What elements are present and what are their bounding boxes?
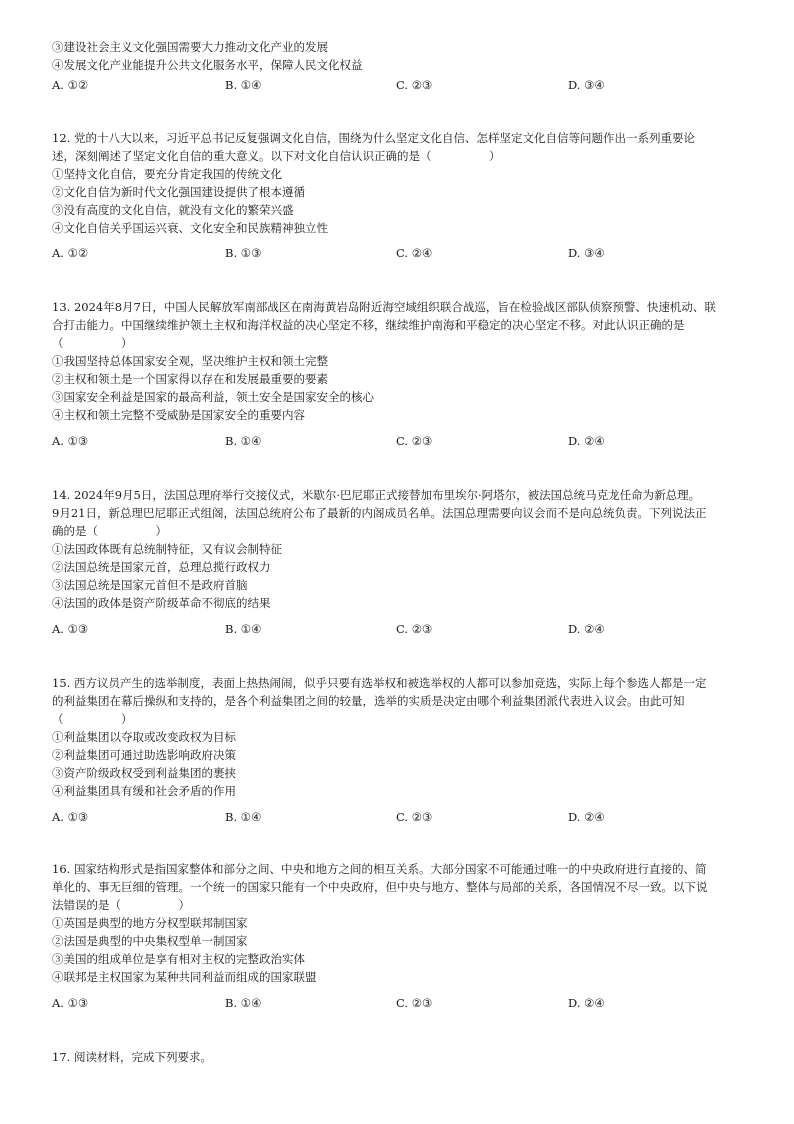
q14-statement-3: ③法国总统是国家元首但不是政府首脑 xyxy=(52,578,248,592)
q14-statement-2: ②法国总统是国家元首，总理总揽行政权力 xyxy=(52,560,271,574)
q16-statement-4: ④联邦是主权国家为某种共同利益而组成的国家联盟 xyxy=(52,970,317,984)
q12-statement-1: ①坚持文化自信，要充分肯定我国的传统文化 xyxy=(52,167,282,181)
q16-statement-1: ①英国是典型的地方分权型联邦制国家 xyxy=(52,916,248,930)
q13-statement-4: ④主权和领土完整不受威胁是国家安全的重要内容 xyxy=(52,408,305,422)
q16-stem-line-1: 16. 国家结构形式是指国家整体和部分之间、中央和地方之间的相互关系。大部分国家不可能通过唯一的中央政府进行直接的、简 xyxy=(52,862,707,876)
q11-option-d[interactable]: D. ③④ xyxy=(568,78,605,92)
q15-options xyxy=(52,810,744,824)
q14-stem-line-1: 14. 2024年9月5日，法国总理府举行交接仪式，米歇尔·巴尼耶正式接替加布里埃尔·阿塔尔，被法国总统马克龙任命为新总理。 xyxy=(52,488,701,502)
q12-stem-line-2: 述，深刻阐述了坚定文化自信的重大意义。以下对文化自信认识正确的是（ ） xyxy=(52,149,501,163)
q15-statement-3: ③资产阶级政权受到利益集团的裹挟 xyxy=(52,766,236,780)
q14-statement-1: ①法国政体既有总统制特征，又有议会制特征 xyxy=(52,542,282,556)
q11-statement-3: ③建设社会主义文化强国需要大力推动文化产业的发展 xyxy=(52,40,328,54)
q15-stem-line-1: 15. 西方议员产生的选举制度，表面上热热闹闹，似乎只要有选举权和被选举权的人都可以参加竞选，实际上每个参选人都是一定 xyxy=(52,676,707,690)
q12-options xyxy=(52,246,744,260)
q13-option-a[interactable]: A. ①③ xyxy=(52,434,89,448)
q16-statement-3: ③美国的组成单位是享有相对主权的完整政治实体 xyxy=(52,952,305,966)
q11-option-b[interactable]: B. ①④ xyxy=(225,78,262,92)
q13-option-d[interactable]: D. ②④ xyxy=(568,434,605,448)
q16-option-a[interactable]: A. ①③ xyxy=(52,996,89,1010)
q15-stem-line-3: （ ） xyxy=(52,712,133,726)
q13-statement-1: ①我国坚持总体国家安全观，坚决维护主权和领土完整 xyxy=(52,354,328,368)
q11-options xyxy=(52,78,744,92)
q14-option-b[interactable]: B. ①④ xyxy=(225,622,262,636)
q12-statement-3: ③没有高度的文化自信，就没有文化的繁荣兴盛 xyxy=(52,203,294,217)
q13-statement-2: ②主权和领土是一个国家得以存在和发展最重要的要素 xyxy=(52,372,328,386)
q12-option-d[interactable]: D. ③④ xyxy=(568,246,605,260)
q14-option-c[interactable]: C. ②③ xyxy=(396,622,433,636)
q14-option-d[interactable]: D. ②④ xyxy=(568,622,605,636)
q15-stem-line-2: 的利益集团在幕后操纵和支持的，是各个利益集团之间的较量，选举的实质是决定由哪个利益集团派代表进入议会。由此可知 xyxy=(52,694,685,708)
q16-option-b[interactable]: B. ①④ xyxy=(225,996,262,1010)
q12-option-b[interactable]: B. ①③ xyxy=(225,246,262,260)
q14-statement-4: ④法国的政体是资产阶级革命不彻底的结果 xyxy=(52,596,271,610)
q16-stem-line-2: 单化的、事无巨细的管理。一个统一的国家只能有一个中央政府，但中央与地方、整体与局部的关系，各国情况不尽一致。以下说 xyxy=(52,880,708,894)
q15-option-b[interactable]: B. ①④ xyxy=(225,810,262,824)
q12-stem-line-1: 12. 党的十八大以来，习近平总书记反复强调文化自信，围绕为什么坚定文化自信、怎样坚定文化自信等问题作出一系列重要论 xyxy=(52,131,695,145)
q13-option-c[interactable]: C. ②③ xyxy=(396,434,433,448)
q15-option-c[interactable]: C. ②③ xyxy=(396,810,433,824)
q14-stem-line-3: 确的是（ ） xyxy=(52,524,167,538)
q12-statement-2: ②文化自信为新时代文化强国建设提供了根本遵循 xyxy=(52,185,305,199)
q14-stem-line-2: 9月21日，新总理巴尼耶正式组阁，法国总统府公布了最新的内阁成员名单。法国总理需要向议会而不是向总统负责。下列说法正 xyxy=(52,506,707,520)
q13-statement-3: ③国家安全利益是国家的最高利益，领土安全是国家安全的核心 xyxy=(52,390,374,404)
q16-option-d[interactable]: D. ②④ xyxy=(568,996,605,1010)
q12-statement-4: ④文化自信关乎国运兴衰、文化安全和民族精神独立性 xyxy=(52,221,328,235)
q15-statement-1: ①利益集团以夺取或改变政权为目标 xyxy=(52,730,236,744)
q12-option-a[interactable]: A. ①② xyxy=(52,246,89,260)
q13-stem-line-3: （ ） xyxy=(52,336,133,350)
q16-options xyxy=(52,996,744,1010)
q16-option-c[interactable]: C. ②③ xyxy=(396,996,433,1010)
q12-option-c[interactable]: C. ②④ xyxy=(396,246,433,260)
q11-option-a[interactable]: A. ①② xyxy=(52,78,89,92)
q14-options xyxy=(52,622,744,636)
q13-option-b[interactable]: B. ①④ xyxy=(225,434,262,448)
q13-stem-line-1: 13. 2024年8月7日，中国人民解放军南部战区在南海黄岩岛附近海空域组织联合战巡，旨在检验战区部队侦察预警、快速机动、联 xyxy=(52,300,716,314)
q15-statement-2: ②利益集团可通过助选影响政府决策 xyxy=(52,748,236,762)
q14-option-a[interactable]: A. ①③ xyxy=(52,622,89,636)
q13-stem-line-2: 合打击能力。中国继续维护领土主权和海洋权益的决心坚定不移，继续维护南海和平稳定的决心坚定不移。对此认识正确的是 xyxy=(52,318,685,332)
q13-options xyxy=(52,434,744,448)
q15-option-a[interactable]: A. ①③ xyxy=(52,810,89,824)
q16-stem-line-3: 法错误的是（ ） xyxy=(52,898,190,912)
q15-option-d[interactable]: D. ②④ xyxy=(568,810,605,824)
q17-stem-line-1: 17. 阅读材料，完成下列要求。 xyxy=(52,1050,212,1064)
q16-statement-2: ②法国是典型的中央集权型单一制国家 xyxy=(52,934,248,948)
q11-statement-4: ④发展文化产业能提升公共文化服务水平，保障人民文化权益 xyxy=(52,58,363,72)
q11-option-c[interactable]: C. ②③ xyxy=(396,78,433,92)
q15-statement-4: ④利益集团具有缓和社会矛盾的作用 xyxy=(52,784,236,798)
